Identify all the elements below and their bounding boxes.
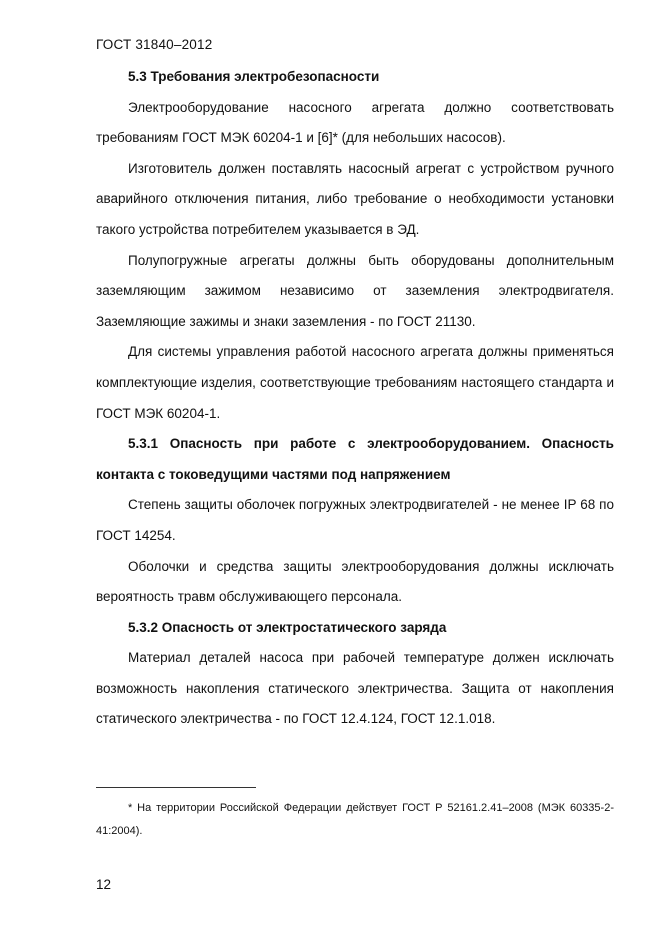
paragraph: Электрооборудование насосного агрегата должно соответствовать требованиям ГОСТ МЭК 60204-1 и [6]* (для небольших насосов). (96, 99, 614, 146)
paragraph: Для системы управления работой насосного агрегата должны применяться комплектующие изделия, соответствующие требованиям настоящего стандарта и ГОСТ МЭК 60204-1. (96, 344, 614, 421)
subsection-heading: 5.3.2 Опасность от электростатического заряда (128, 619, 447, 635)
subsection-heading: 5.3.1 Опасность при работе с электрооборудованием. Опасность контакта с токоведущими частями под напряжением (96, 436, 614, 482)
paragraph: Полупогружные агрегаты должны быть оборудованы дополнительным заземляющим зажимом независимо от заземления электродвигателя. Заземляющие зажимы и знаки заземления - по ГОСТ 21130. (96, 252, 614, 329)
paragraph: Степень защиты оболочек погружных электродвигателей - не менее IP 68 по ГОСТ 14254. (96, 497, 614, 543)
paragraph: Изготовитель должен поставлять насосный агрегат с устройством ручного аварийного отключения питания, либо требование о необходимости установки такого устройства потребителем указывается в ЭД. (96, 160, 614, 237)
page-content (96, 62, 614, 735)
footnote: * На территории Российской Федерации действует ГОСТ Р 52161.2.41–2008 (МЭК 60335-2-41:2004). (96, 802, 614, 837)
document-code-header: ГОСТ 31840–2012 (96, 37, 213, 52)
paragraph: Оболочки и средства защиты электрооборудования должны исключать вероятность травм обслуживающего персонала. (96, 558, 614, 605)
footnote-divider (96, 787, 256, 788)
page-number: 12 (96, 877, 112, 892)
section-heading: 5.3 Требования электробезопасности (128, 69, 380, 84)
paragraph: Материал деталей насоса при рабочей температуре должен исключать возможность накопления статического электричества. Защита от накопления статического электричества - по ГОСТ 12.4.124, ГОСТ 12.1.018. (96, 650, 614, 727)
